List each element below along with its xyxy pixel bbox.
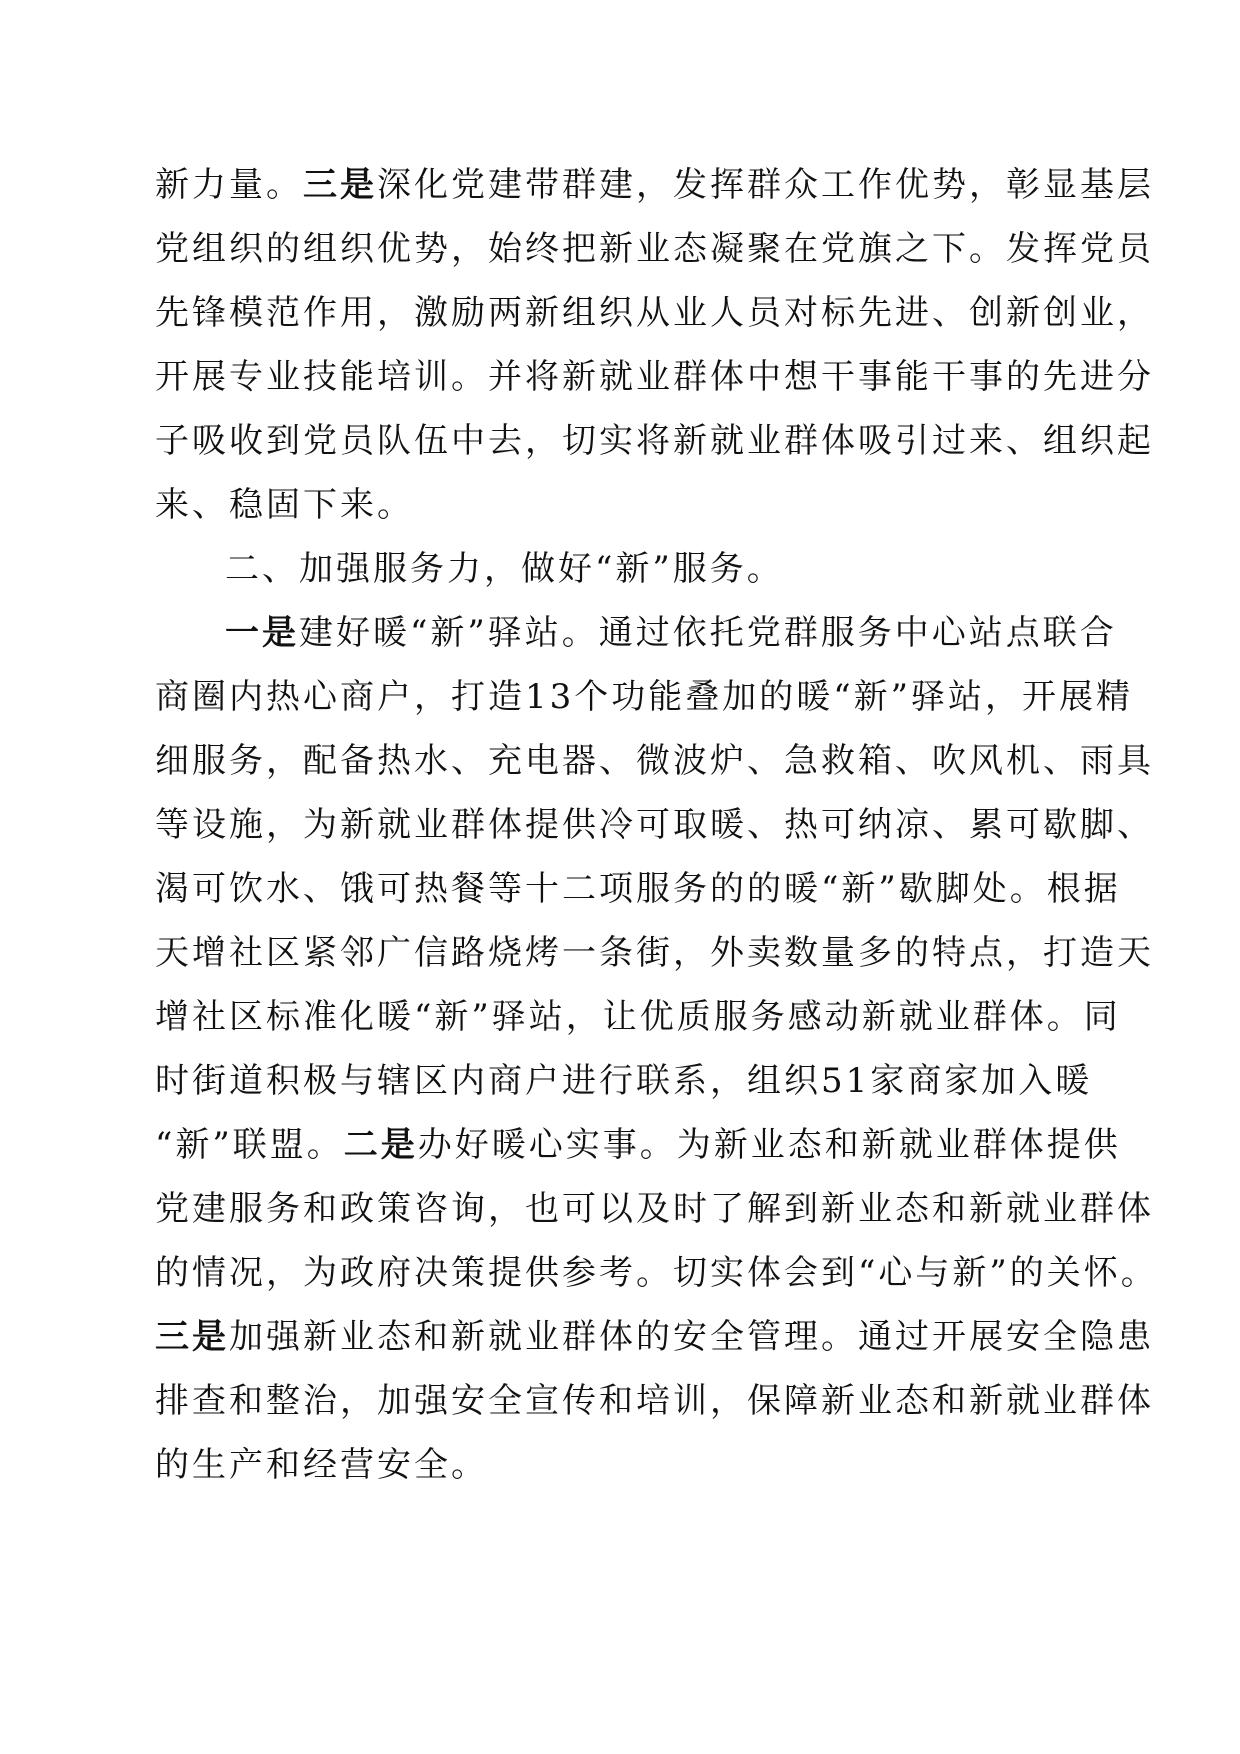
- text-line: [155, 290, 1154, 336]
- bold-run: 三是: [155, 1317, 229, 1357]
- text-line: [155, 802, 1154, 848]
- text-line: [155, 738, 1154, 784]
- section-heading: [225, 546, 1155, 592]
- text-line: [155, 418, 1154, 464]
- text-line: [155, 866, 1121, 912]
- text-line: [155, 930, 1154, 976]
- text-run: 党组织的组织优势，始终把新业态凝聚在党旗之下。发挥党员: [155, 229, 1154, 269]
- text-line: [155, 226, 1154, 272]
- text-run: 办好暖心实事。为新业态和新就业群体提供: [417, 1125, 1121, 1165]
- text-run: 增社区标准化暖“新”驿站，让优质服务感动新就业群体。同: [155, 997, 1121, 1037]
- text-run: 深化党建带群建，发挥群众工作优势，彰显基层: [377, 165, 1154, 205]
- text-line: [155, 1186, 1154, 1232]
- text-run: 新力量。: [155, 165, 303, 205]
- text-run: 开展专业技能培训。并将新就业群体中想干事能干事的先进分: [155, 357, 1154, 397]
- heading-text: 二、加强服务力，做好“新”服务。: [225, 549, 784, 589]
- text-run: 细服务，配备热水、充电器、微波炉、急救箱、吹风机、雨具: [155, 741, 1154, 781]
- text-run: 渴可饮水、饿可热餐等十二项服务的的暖“新”歇脚处。根据: [155, 869, 1121, 909]
- text-line: [225, 610, 1155, 656]
- text-run: 党建服务和政策咨询，也可以及时了解到新业态和新就业群体: [155, 1189, 1154, 1229]
- text-run: “新”联盟。: [155, 1125, 344, 1165]
- text-line: [155, 994, 1121, 1040]
- text-run: 天增社区紧邻广信路烧烤一条街，外卖数量多的特点，打造天: [155, 933, 1154, 973]
- text-run: 建好暖“新”驿站。通过依托党群服务中心站点联合: [299, 613, 1117, 653]
- text-run: 加强新业态和新就业群体的安全管理。通过开展安全隐患: [229, 1317, 1154, 1357]
- text-line: [155, 354, 1154, 400]
- text-run: 时街道积极与辖区内商户进行联系，组织51家商家加入暖: [155, 1061, 1093, 1101]
- text-run: 排查和整治，加强安全宣传和培训，保障新业态和新就业群体: [155, 1381, 1154, 1421]
- text-line: [155, 162, 1154, 208]
- text-run: 的生产和经营安全。: [155, 1445, 488, 1485]
- text-line: [155, 674, 1134, 720]
- text-run: 的情况，为政府决策提供参考。切实体会到“心与新”的关怀。: [155, 1253, 1158, 1293]
- text-line: [155, 1314, 1154, 1360]
- bold-run: 一是: [225, 613, 299, 653]
- bold-run: 二是: [343, 1125, 418, 1165]
- text-run: 子吸收到党员队伍中去，切实将新就业群体吸引过来、组织起: [155, 421, 1154, 461]
- text-line: [155, 1058, 1093, 1104]
- text-run: 等设施，为新就业群体提供冷可取暖、热可纳凉、累可歇脚、: [155, 805, 1154, 845]
- text-line: [155, 1442, 1085, 1488]
- text-line: [155, 1378, 1154, 1424]
- text-run: 先锋模范作用，激励两新组织从业人员对标先进、创新创业，: [155, 293, 1154, 333]
- text-run: 来、稳固下来。: [155, 485, 414, 525]
- text-line: [155, 482, 1085, 528]
- text-line: [155, 1250, 1158, 1296]
- bold-run: 三是: [303, 165, 377, 205]
- text-run: 商圈内热心商户，打造13个功能叠加的暖“新”驿站，开展精: [155, 677, 1134, 717]
- text-line: [155, 1122, 1121, 1168]
